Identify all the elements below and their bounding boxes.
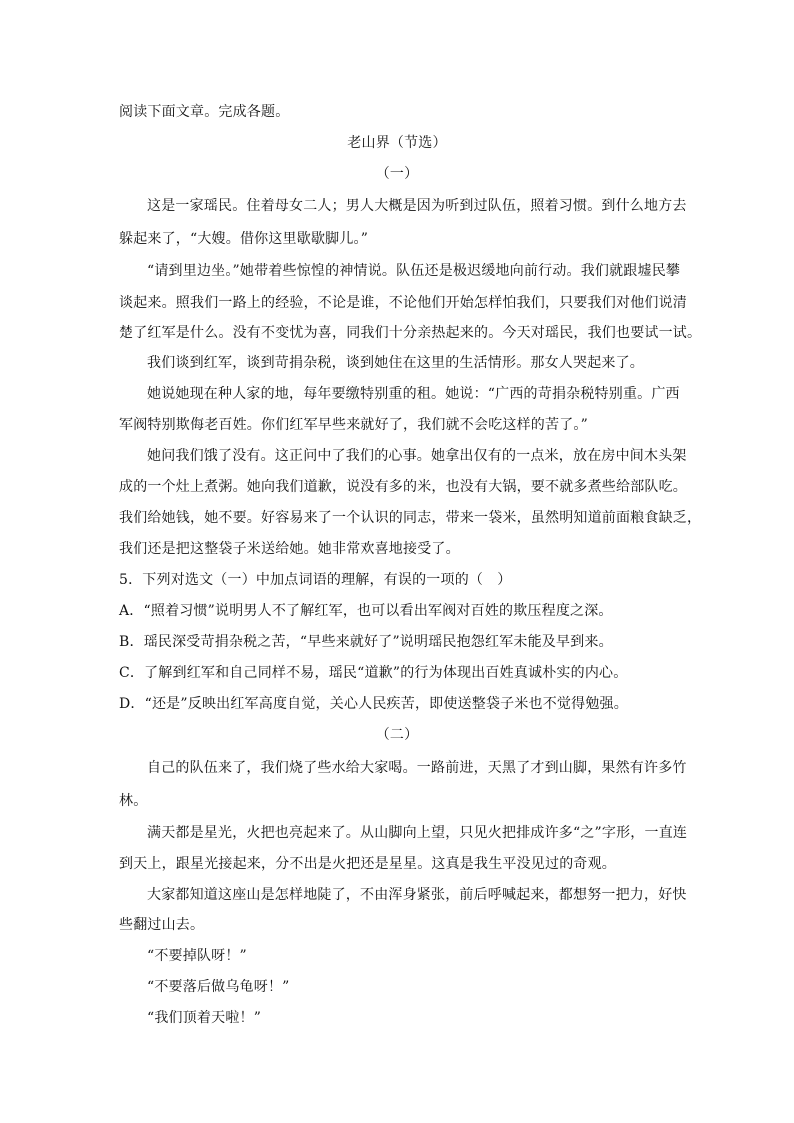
paragraph-line: 满天都是星光，火把也亮起来了。从山脚向上望，只见火把排成许多“之”字形，一直连 bbox=[147, 825, 688, 841]
paragraph-line: 我们给她钱，她不要。好容易来了一个认识的同志，带来一袋米，虽然明知道前面粮食缺乏， bbox=[119, 510, 702, 526]
paragraph-line: 林。 bbox=[119, 793, 148, 809]
paragraph-line: 我们还是把这整袋子米送给她。她非常欢喜地接受了。 bbox=[119, 541, 460, 557]
option-c: C．了解到红军和自己同样不易，瑶民“道歉”的行为体现出百姓真诚朴实的内心。 bbox=[119, 665, 628, 681]
paragraph-line: 她问我们饿了没有。这正问中了我们的心事。她拿出仅有的一点米，放在房中间木头架 bbox=[147, 448, 687, 464]
article-title: 老山界（节选） bbox=[347, 135, 447, 151]
paragraph-line: 我们谈到红军，谈到苛捐杂税，谈到她住在这里的生活情形。那女人哭起来了。 bbox=[147, 355, 644, 371]
paragraph-line: 大家都知道这座山是怎样地陡了，不由浑身紧张，前后呼喊起来，都想努一把力，好快 bbox=[147, 887, 687, 903]
paragraph-line: 楚了红军是什么。没有不变忧为喜，同我们十分亲热起来的。今天对瑶民，我们也要试一试。 bbox=[119, 325, 702, 341]
paragraph-line: 成的一个灶上煮粥。她向我们道歉，说没有多的米，也没有大锅，要不就多煮些给部队吃。 bbox=[119, 479, 687, 495]
dialogue-line: “不要落后做乌龟呀！” bbox=[147, 979, 290, 995]
paragraph-line: “请到里边坐。”她带着些惊惶的神情说。队伍还是极迟缓地向前行动。我们就跟墟民攀 bbox=[147, 263, 681, 279]
paragraph-line: 谈起来。照我们一路上的经验，不论是谁，不论他们开始怎样怕我们，只要我们对他们说清 bbox=[119, 295, 687, 311]
option-d: D．“还是”反映出红军高度自觉，关心人民疾苦，即使送整袋子米也不觉得勉强。 bbox=[119, 696, 628, 712]
paragraph-line: 这是一家瑶民。住着母女二人；男人大概是因为听到过队伍，照着习惯。到什么地方去 bbox=[147, 198, 687, 214]
paragraph-line: 她说她现在种人家的地，每年要缴特别重的租。她说：“广西的苛捐杂税特别重。广西 bbox=[147, 386, 680, 402]
dialogue-line: “不要掉队呀！” bbox=[147, 948, 247, 964]
dialogue-line: “我们顶着天啦！” bbox=[147, 1010, 262, 1026]
paragraph-line: 军阀特别欺侮老百姓。你们红军早些来就好了，我们就不会吃这样的苦了。” bbox=[119, 417, 588, 433]
option-a: A．“照着习惯”说明男人不了解红军，也可以看出军阀对百姓的欺压程度之深。 bbox=[119, 603, 613, 619]
paragraph-line: 躲起来了，“大嫂。借你这里歇歇脚儿。” bbox=[119, 231, 369, 247]
section-1-heading: （一） bbox=[375, 166, 419, 182]
paragraph-line: 到天上，跟星光接起来，分不出是火把还是星星。这真是我生平没见过的奇观。 bbox=[119, 856, 616, 872]
question-stem: 5．下列对选文（一）中加点词语的理解，有误的一项的（ ） bbox=[119, 572, 512, 588]
section-2-heading: （二） bbox=[375, 727, 419, 743]
instruction-text: 阅读下面文章。完成各题。 bbox=[119, 104, 290, 120]
paragraph-line: 自己的队伍来了，我们烧了些水给大家喝。一路前进，天黑了才到山脚，果然有许多竹 bbox=[147, 760, 687, 776]
paragraph-line: 些翻过山去。 bbox=[119, 917, 205, 933]
option-b: B．瑶民深受苛捐杂税之苦，“早些来就好了”说明瑶民抱怨红军未能及早到来。 bbox=[119, 634, 613, 650]
